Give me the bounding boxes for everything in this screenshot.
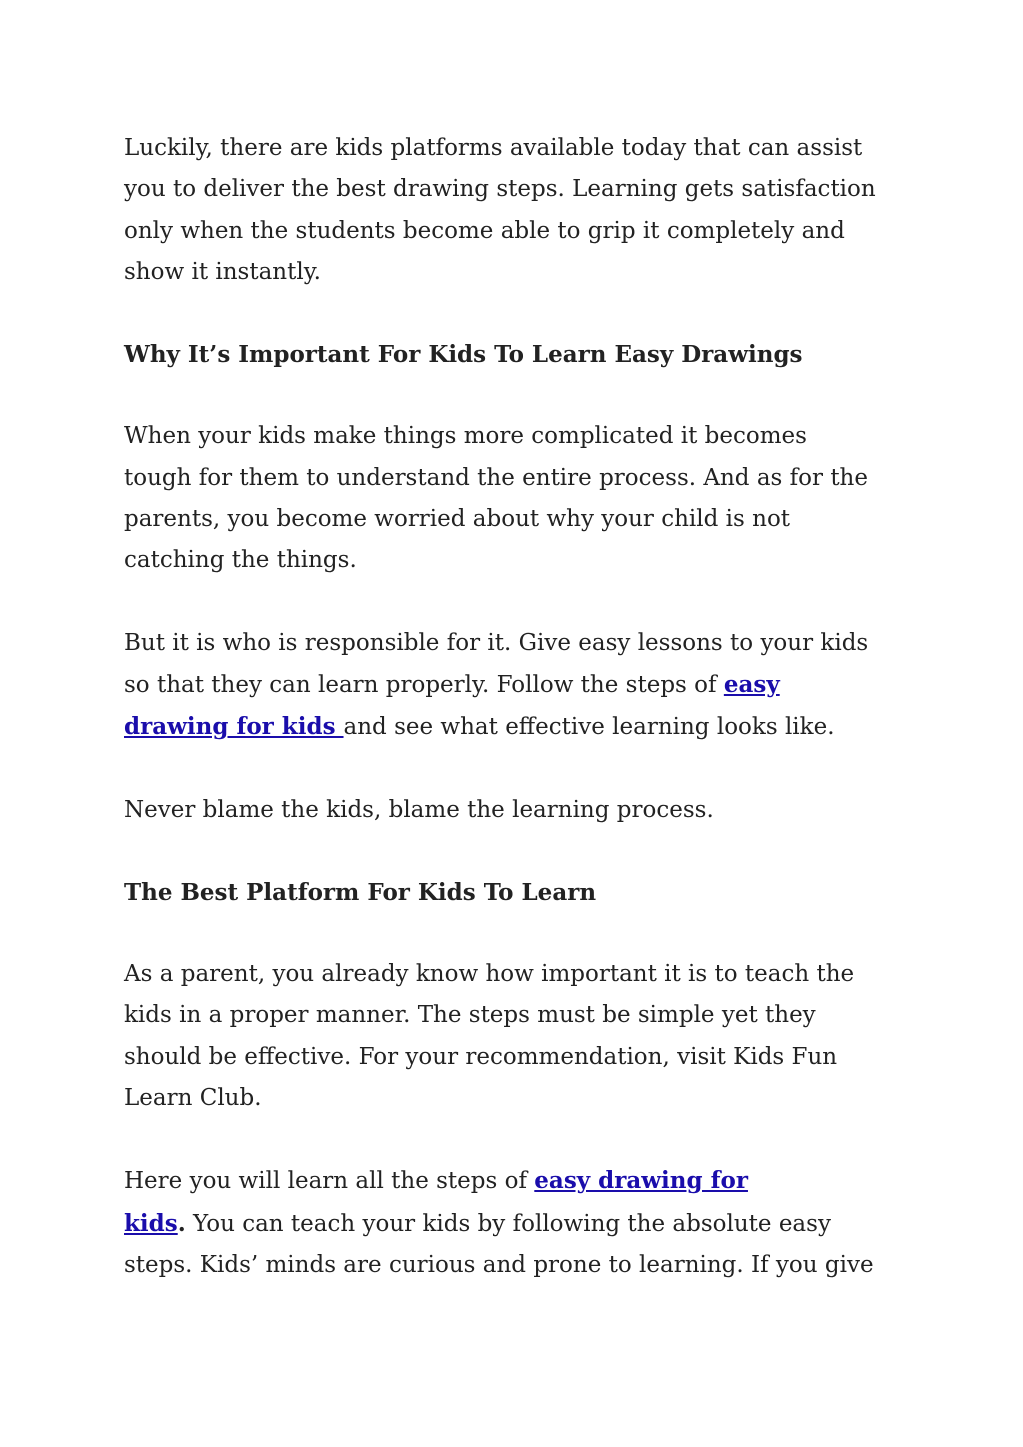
text-line: But it is who is responsible for it. Give easy lessons to your kids [124, 629, 869, 656]
text-line: only when the students become able to grip it completely and [124, 217, 845, 244]
paragraph-gap [124, 749, 914, 790]
text-line: tough for them to understand the entire process. And as for the [124, 464, 868, 491]
paragraph-gap [124, 293, 914, 334]
text-line: you to deliver the best drawing steps. Learning gets satisfaction [124, 176, 876, 203]
easy-drawing-for-kids-link-part1[interactable]: easy drawing for [534, 1167, 748, 1195]
paragraph-luckily [124, 128, 914, 293]
heading-best-platform: The Best Platform For Kids To Learn [124, 878, 597, 906]
bold-period: . [177, 1209, 186, 1237]
paragraph-never: Never blame the kids, blame the learning process. [124, 796, 714, 823]
text-line: You can teach your kids by following the absolute easy [185, 1210, 831, 1237]
text-line: catching the things. [124, 547, 357, 574]
paragraph-gap [124, 1119, 914, 1160]
text-line: When your kids make things more complicated it becomes [124, 423, 807, 450]
paragraph-here [124, 1160, 914, 1286]
easy-drawing-link-part2[interactable]: drawing for kids [124, 713, 344, 741]
text-line: so that they can learn properly. Follow the steps of [124, 671, 724, 698]
text-line: should be effective. For your recommendation, visit Kids Fun [124, 1043, 838, 1070]
text-line: steps. Kids’ minds are curious and prone to learning. If you give [124, 1251, 874, 1278]
paragraph-gap [124, 831, 914, 872]
text-line: kids in a proper manner. The steps must be simple yet they [124, 1002, 816, 1029]
text-line: Learn Club. [124, 1085, 262, 1112]
paragraph-but [124, 623, 914, 749]
paragraph-when [124, 416, 914, 581]
text-line: Luckily, there are kids platforms available today that can assist [124, 135, 863, 161]
text-line: Here you will learn all the steps of [124, 1168, 535, 1195]
easy-drawing-link-part1[interactable]: easy [723, 670, 780, 698]
text-line: parents, you become worried about why your child is not [124, 506, 791, 533]
paragraph-gap [124, 913, 914, 954]
paragraph-parent [124, 954, 914, 1119]
paragraph-gap [124, 375, 914, 416]
paragraph-gap [124, 582, 914, 623]
text-line: show it instantly. [124, 258, 321, 285]
text-line: As a parent, you already know how important it is to teach the [124, 961, 855, 988]
text-line: and see what effective learning looks like. [343, 714, 835, 741]
easy-drawing-for-kids-link-part2[interactable]: kids [124, 1209, 178, 1237]
document-page [124, 128, 914, 1286]
heading-why-important: Why It’s Important For Kids To Learn Easy Drawings [124, 341, 803, 369]
